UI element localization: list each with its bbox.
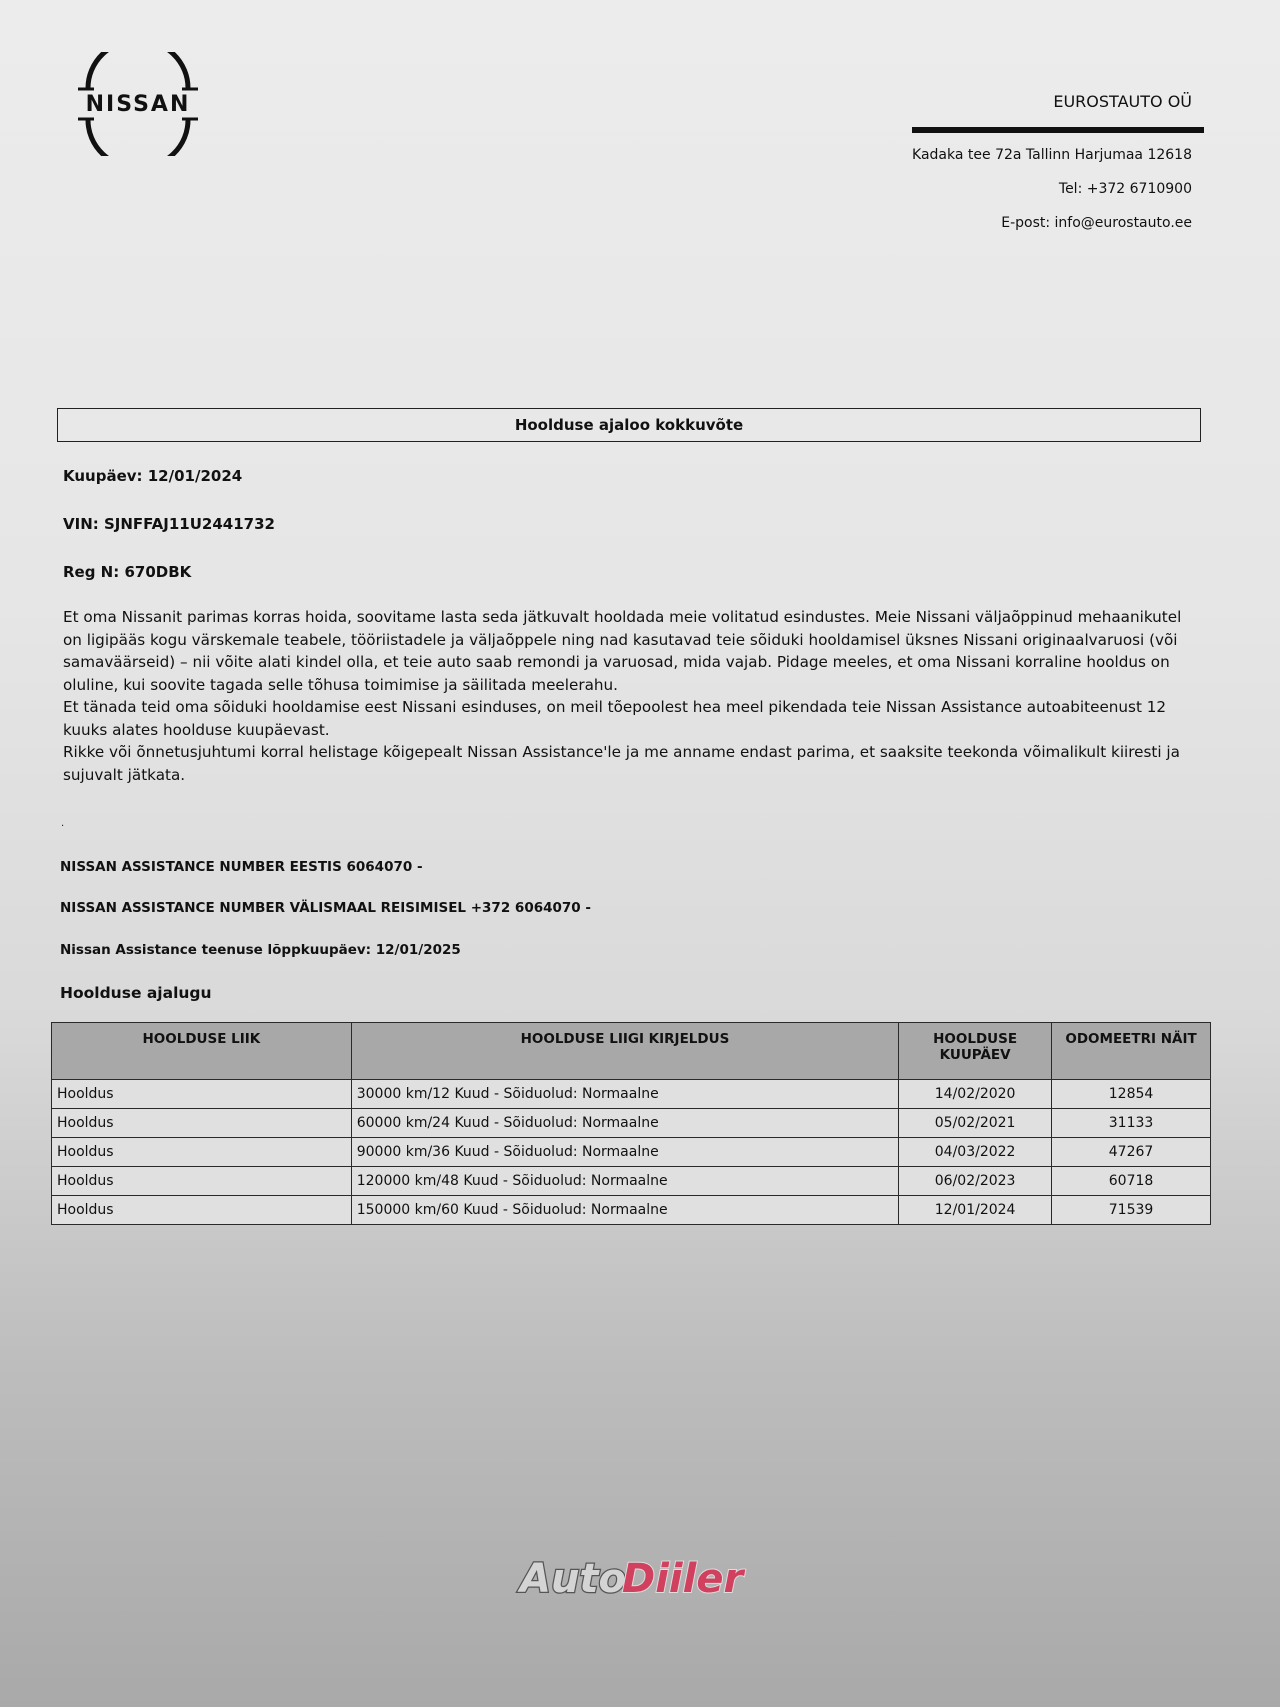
header-service-type: HOOLDUSE LIIK [52,1023,352,1080]
cell-type: Hooldus [52,1167,352,1196]
table-header-row [52,1023,1211,1080]
intro-text [63,606,1193,786]
cell-description: 90000 km/36 Kuud - Sõiduolud: Normaalne [351,1138,898,1167]
paragraph: Et oma Nissanit parimas korras hoida, soovitame lasta seda jätkuvalt hooldada meie volitatud esindustes. Meie Nissani väljaõppinud mehaanikutel on ligipääs kogu värskemale teabele, tööriistadele ja väljaõppele ning nad kasutavad teie sõiduki hooldamisel üksnes Nissani originaalvaruosi (või samaväärseid) – nii võite alati kindel olla, et teie auto saab remondi ja varuosad, mida vajab. Pidage meeles, et oma Nissani korraline hooldus on oluline, kui soovite tagada selle tõhusa toimimise ja säilitada meelerahu. [63,608,1182,694]
stray-dot: . [61,818,65,829]
company-name: EUROSTAUTO OÜ [1053,92,1192,111]
paragraph: Rikke või õnnetusjuhtumi korral helistage kõigepealt Nissan Assistance'le ja me anname endast parima, et saaksite teekonda võimalikult kiiresti ja sujuvalt jätkata. [63,743,1180,784]
cell-date: 12/01/2024 [899,1196,1052,1225]
cell-description: 150000 km/60 Kuud - Sõiduolud: Normaalne [351,1196,898,1225]
document-date: Kuupäev: 12/01/2024 [63,467,243,485]
cell-date: 05/02/2021 [899,1109,1052,1138]
cell-odometer: 60718 [1052,1167,1211,1196]
cell-type: Hooldus [52,1138,352,1167]
history-heading: Hoolduse ajalugu [60,984,212,1002]
cell-type: Hooldus [52,1080,352,1109]
cell-date: 06/02/2023 [899,1167,1052,1196]
autodiiler-watermark [514,1548,774,1602]
assistance-end-date: Nissan Assistance teenuse lõppkuupäev: 12/01/2025 [60,942,461,958]
cell-type: Hooldus [52,1109,352,1138]
logo-text: NISSAN [85,92,191,117]
company-address: Kadaka tee 72a Tallinn Harjumaa 12618 [912,147,1192,163]
cell-odometer: 71539 [1052,1196,1211,1225]
cell-date: 14/02/2020 [899,1080,1052,1109]
nissan-logo [72,52,204,156]
header-odometer: ODOMEETRI NÄIT [1052,1023,1211,1080]
cell-odometer: 47267 [1052,1138,1211,1167]
registration-number: Reg N: 670DBK [63,563,192,581]
assistance-number-estonia: NISSAN ASSISTANCE NUMBER EESTIS 6064070 - [60,859,423,875]
company-info [900,92,1192,249]
cell-date: 04/03/2022 [899,1138,1052,1167]
table-row [52,1109,1211,1138]
service-history-table [51,1022,1211,1225]
table-row [52,1196,1211,1225]
cell-odometer: 31133 [1052,1109,1211,1138]
paragraph: Et tänada teid oma sõiduki hooldamise eest Nissani esinduses, on meil tõepoolest hea meel pikendada teie Nissan Assistance autoabiteenust 12 kuuks alates hoolduse kuupäevast. [63,698,1167,739]
company-email: E-post: info@eurostauto.ee [1001,215,1192,231]
header-service-date: HOOLDUSE KUUPÄEV [899,1023,1052,1080]
cell-description: 60000 km/24 Kuud - Sõiduolud: Normaalne [351,1109,898,1138]
table-row [52,1167,1211,1196]
assistance-number-abroad: NISSAN ASSISTANCE NUMBER VÄLISMAAL REISIMISEL +372 6064070 - [60,900,591,916]
header-divider [912,127,1204,133]
cell-type: Hooldus [52,1196,352,1225]
header-description: HOOLDUSE LIIGI KIRJELDUS [351,1023,898,1080]
cell-description: 30000 km/12 Kuud - Sõiduolud: Normaalne [351,1080,898,1109]
vin-number: VIN: SJNFFAJ11U2441732 [63,515,275,533]
watermark-diiler: Diiler [622,1556,744,1602]
company-phone: Tel: +372 6710900 [1058,181,1192,197]
table-row [52,1138,1211,1167]
document-title: Hoolduse ajaloo kokkuvõte [57,408,1201,442]
table-row [52,1080,1211,1109]
cell-description: 120000 km/48 Kuud - Sõiduolud: Normaalne [351,1167,898,1196]
cell-odometer: 12854 [1052,1080,1211,1109]
watermark-auto: Auto [520,1556,627,1602]
